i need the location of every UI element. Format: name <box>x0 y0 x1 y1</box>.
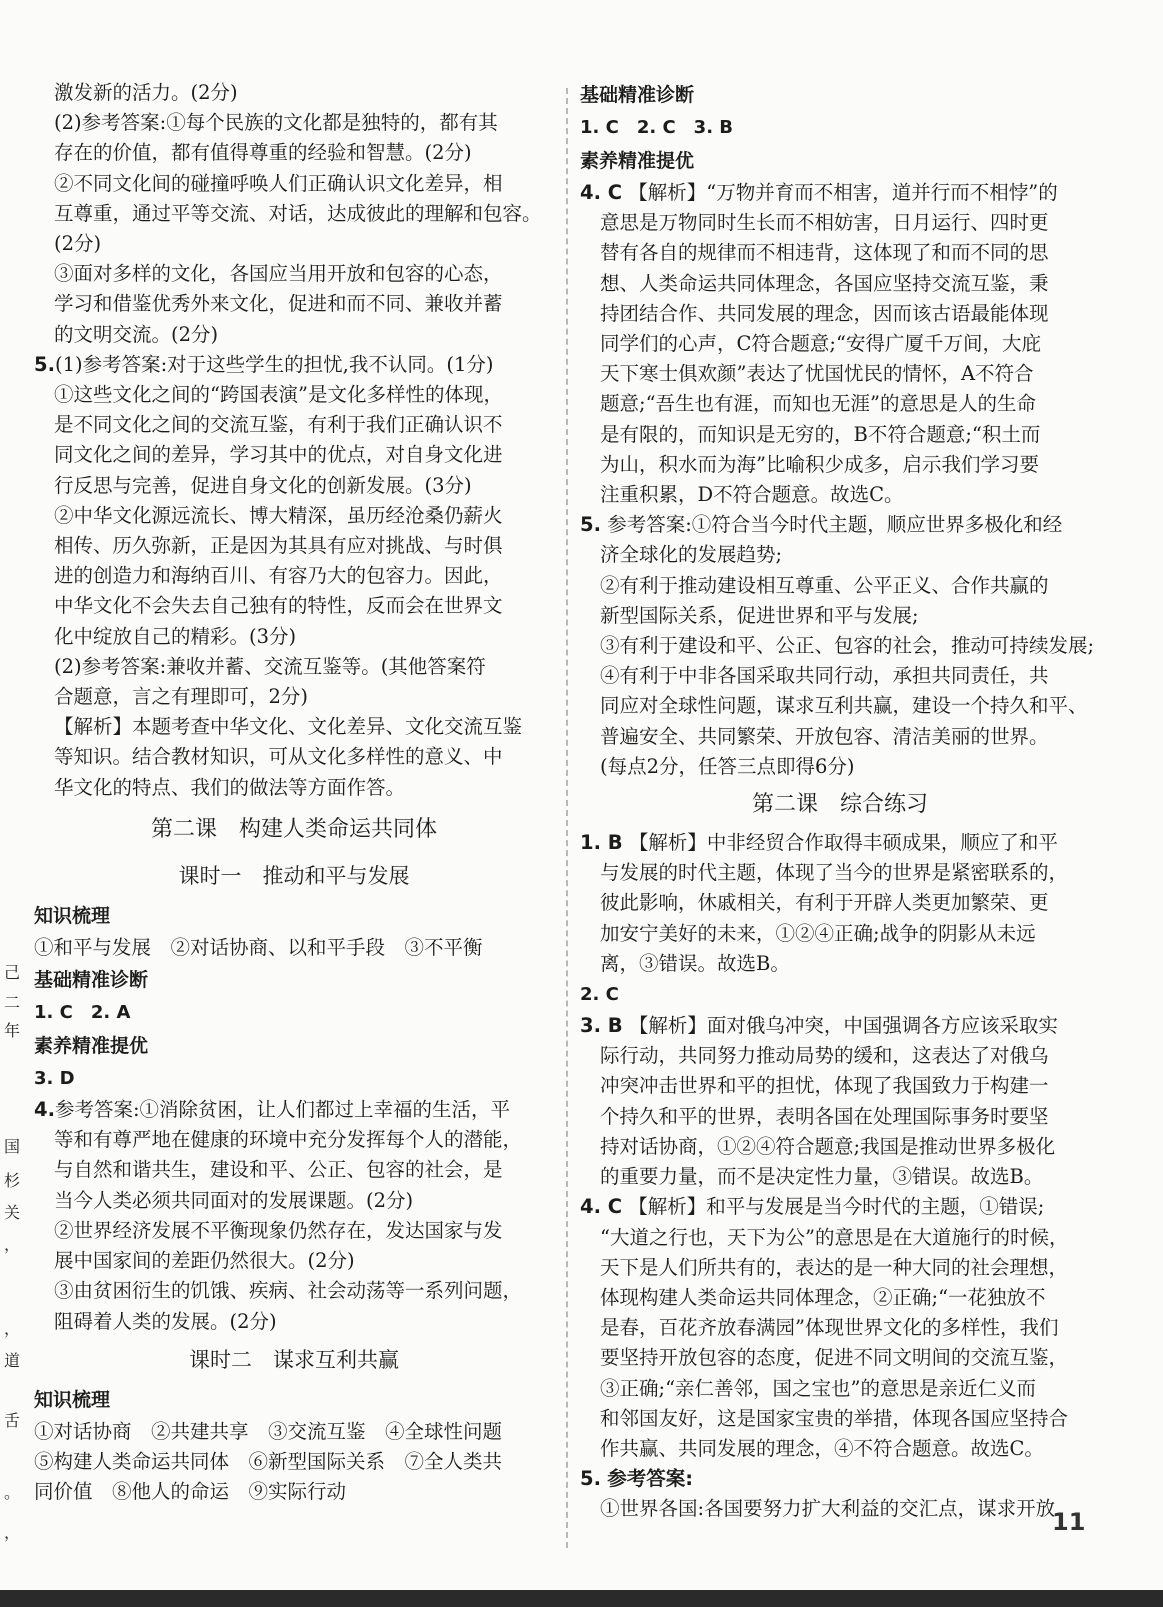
edge-char: 关 <box>4 1203 21 1222</box>
question-4 <box>34 1095 554 1125</box>
text-line: 【解析】面对俄乌冲突，中国强调各方应该采取实 <box>628 1014 1058 1038</box>
text-line: 注重积累，D不符合题意。故选C。 <box>600 483 904 507</box>
left-column <box>34 78 554 1507</box>
text-line: 同文化之间的差异，学习其中的优点，对自身文化进 <box>54 443 503 467</box>
text-line: “大道之行也，天下为公”的意思是在大道施行的时候， <box>600 1225 1069 1249</box>
edge-char: 二 <box>4 993 21 1012</box>
edge-char: ， <box>4 1523 21 1542</box>
text-line: 是有限的，而知识是无穷的，B不符合题意;“积土而 <box>600 422 1041 446</box>
text-line: 是春，百花齐放春满园”体现世界文化的多样性，我们 <box>600 1316 1059 1340</box>
text-line: ④有利于中非各国采取共同行动，承担共同责任，共 <box>600 664 1049 688</box>
text-line: ①和平与发展 ②对话协商、以和平手段 ③不平衡 <box>34 935 483 959</box>
text-line: 等和有尊严地在健康的环境中充分发挥每个人的潜能， <box>54 1128 523 1152</box>
section-heading: 知识梳理 <box>34 1388 111 1411</box>
edge-char: ， <box>4 1235 21 1254</box>
text-line: ②世界经济发展不平衡现象仍然存在，发达国家与发 <box>54 1218 503 1242</box>
question-number: 3. B <box>580 1014 623 1038</box>
bottom-edge <box>0 1590 1163 1607</box>
question-number: 4. <box>34 1098 55 1122</box>
edge-char: 。 <box>4 1483 21 1502</box>
section-heading: 基础精准诊断 <box>34 969 149 992</box>
text-line: 替有各自的规律而不相违背，这体现了和而不同的思 <box>600 241 1049 265</box>
section-heading: 基础精准诊断 <box>580 84 695 106</box>
text-line: ②有利于推动建设相互尊重、公平正义、合作共赢的 <box>600 573 1049 597</box>
question-number: 5. <box>580 1467 601 1491</box>
question-number: 1. B <box>580 831 623 855</box>
answer-list: 3. D <box>34 1068 75 1090</box>
text-line: 展中国家间的差距仍然很大。(2分) <box>54 1249 355 1273</box>
text-line: 同学们的心声，C符合题意;“安得广厦千万间，大庇 <box>600 332 1041 356</box>
text-line: 等知识。结合教材知识，可从文化多样性的意义、中 <box>54 745 503 769</box>
text-line: ①世界各国:各国要努力扩大利益的交汇点，谋求开放 <box>600 1497 1056 1521</box>
question-number: 5. <box>580 513 601 537</box>
text-line: 互尊重，通过平等交流、对话，达成彼此的理解和包容。 <box>54 201 542 225</box>
text-line: 合题意，言之有理即可，2分) <box>54 685 309 709</box>
section-title: 第二课 综合练习 <box>751 792 928 818</box>
question-4 <box>580 178 1100 208</box>
text-line: 天下寒士俱欢颜”表达了忧国忧民的情怀，A不符合 <box>600 362 1034 386</box>
text-line: ②不同文化间的碰撞呼唤人们正确认识文化差异，相 <box>54 171 503 195</box>
edge-char: 年 <box>4 1021 21 1040</box>
question-number: 5. <box>34 352 55 376</box>
text-line: 的重要力量，而不是决定性力量，③错误。故选B。 <box>600 1165 1044 1189</box>
period-title: 课时二 谋求互利共赢 <box>189 1347 399 1372</box>
question-number: 4. C <box>580 1195 623 1219</box>
exercise-1 <box>580 828 1100 858</box>
text-line: 体现构建人类命运共同体理念，②正确;“一花独放不 <box>600 1285 1046 1309</box>
text-line: 与发展的时代主题，体现了当今的世界是紧密联系的， <box>600 861 1069 885</box>
text-line: 个持久和平的世界，表明各国在处理国际事务时要坚 <box>600 1104 1049 1128</box>
text-line: 想、人类命运共同体理念，各国应坚持交流互鉴，秉 <box>600 271 1049 295</box>
lesson-title: 第二课 构建人类命运共同体 <box>150 816 437 842</box>
text-line: 作共赢、共同发展的理念，④不符合题意。故选C。 <box>600 1436 1044 1460</box>
edge-char: 舌 <box>4 1411 21 1430</box>
text-line: 激发新的活力。(2分) <box>54 81 238 104</box>
text-line: 存在的价值，都有值得尊重的经验和智慧。(2分) <box>54 141 472 165</box>
text-line: 是不同文化之间的交流互鉴，有利于我们正确认识不 <box>54 413 503 437</box>
text-line: (2分) <box>54 232 102 256</box>
column-divider <box>566 88 568 1548</box>
text-line: 进的创造力和海纳百川、有容乃大的包容力。因此， <box>54 564 503 588</box>
text-line: 【解析】中非经贸合作取得丰硕成果，顺应了和平 <box>628 831 1058 855</box>
text-line: 同价值 ⑧他人的命运 ⑨实际行动 <box>34 1480 347 1504</box>
text-line: 学习和借鉴优秀外来文化，促进和而不同、兼收并蓄 <box>54 292 503 316</box>
right-column <box>580 78 1100 1525</box>
answer-list: 1. C 2. C 3. B <box>580 117 734 138</box>
text-line: ③由贫困衍生的饥饿、疾病、社会动荡等一系列问题， <box>54 1279 523 1303</box>
question-number: 4. C <box>580 181 623 204</box>
text-line: 离，③错误。故选B。 <box>600 951 790 975</box>
text-line: 相传、历久弥新，正是因为其具有应对挑战、与时俱 <box>54 534 503 558</box>
period-title: 课时一 推动和平与发展 <box>178 863 410 888</box>
text-line: 加安宁美好的未来，①②④正确;战争的阴影从未远 <box>600 921 1036 945</box>
text-line: 的文明交流。(2分) <box>54 322 219 346</box>
adjacent-page-edge <box>0 960 26 1580</box>
text-line: 阻碍着人类的发展。(2分) <box>54 1309 277 1333</box>
text-line: 化中绽放自己的精彩。(3分) <box>54 624 297 648</box>
text-line: ③有利于建设和平、公正、包容的社会，推动可持续发展; <box>600 634 1095 658</box>
text-line: ⑤构建人类命运共同体 ⑥新型国际关系 ⑦全人类共 <box>34 1449 503 1473</box>
text-line: 彼此影响，休戚相关，有利于开辟人类更加繁荣、更 <box>600 891 1049 915</box>
exercise-2: 2. C <box>580 984 619 1006</box>
text-line: 【解析】“万物并育而不相害，道并行而不相悖”的 <box>628 181 1058 204</box>
text-line: 意思是万物同时生长而不相妨害，日月运行、四时更 <box>600 211 1049 235</box>
text-line: 冲突冲击世界和平的担忧，体现了我国致力于构建一 <box>600 1074 1049 1098</box>
exercise-5 <box>580 1464 1100 1494</box>
text-line: 持对话协商，①②④符合题意;我国是推动世界多极化 <box>600 1134 1056 1158</box>
text-line: (2)参考答案:兼收并蓄、交流互鉴等。(其他答案符 <box>54 654 486 678</box>
text-line: 为山，积水而为海”比喻积少成多，启示我们学习要 <box>600 452 1039 476</box>
text-line: ①这些文化之间的“跨国表演”是文化多样性的体现， <box>54 383 503 407</box>
section-heading: 知识梳理 <box>34 904 111 927</box>
text-line: 题意;“吾生也有涯，而知也无涯”的意思是人的生命 <box>600 392 1037 416</box>
page-number: 11 <box>1052 1508 1086 1536</box>
edge-char: 杉 <box>4 1171 21 1190</box>
edge-char: 道 <box>4 1351 21 1370</box>
text-line: 和邻国友好，这是国家宝贵的举措，体现各国应坚持合 <box>600 1406 1069 1430</box>
text-line: ③正确;“亲仁善邻，国之宝也”的意思是亲近仁义而 <box>600 1376 1037 1400</box>
text-line: 际行动，共同努力推动局势的缓和，这表达了对俄乌 <box>600 1044 1049 1068</box>
exercise-4 <box>580 1192 1100 1222</box>
edge-char: ， <box>4 1319 21 1338</box>
text-line: 同应对全球性问题，谋求互利共赢，建设一个持久和平、 <box>600 694 1088 718</box>
text-line: (1)参考答案:对于这些学生的担忧,我不认同。(1分) <box>54 352 494 376</box>
question-5 <box>34 350 554 380</box>
answer-list: 1. C 2. A <box>34 1002 131 1024</box>
text-line: 普遍安全、共同繁荣、开放包容、清洁美丽的世界。 <box>600 724 1049 748</box>
edge-char: 己 <box>4 963 21 982</box>
text-line: 当今人类必须共同面对的发展课题。(2分) <box>54 1188 414 1212</box>
text-line: (每点2分，任答三点即得6分) <box>600 754 855 778</box>
text-line: ②中华文化源远流长、博大精深，虽历经沧桑仍薪火 <box>54 503 503 527</box>
section-heading: 素养精准提优 <box>580 150 695 172</box>
text-line: 参考答案:①消除贫困，让人们都过上幸福的生活，平 <box>54 1098 511 1122</box>
text-line: 济全球化的发展趋势; <box>600 543 783 567</box>
text-line: 天下是人们所共有的，表达的是一种大同的社会理想， <box>600 1255 1069 1279</box>
text-line: 【解析】和平与发展是当今时代的主题，①错误; <box>628 1195 1045 1219</box>
text-line: ③面对多样的文化，各国应当用开放和包容的心态， <box>54 262 503 286</box>
text-line: 与自然和谐共生，建设和平、公正、包容的社会，是 <box>54 1158 503 1182</box>
exercise-3 <box>580 1011 1100 1041</box>
section-heading: 素养精准提优 <box>34 1035 149 1058</box>
text-line: 中华文化不会失去自己独有的特性，反而会在世界文 <box>54 594 503 618</box>
text-line: 新型国际关系，促进世界和平与发展; <box>600 603 919 627</box>
text-line: 要坚持开放包容的态度，促进不同文明间的交流互鉴， <box>600 1346 1069 1370</box>
text-line: 持团结合作、共同发展的理念，因而该古语最能体现 <box>600 301 1049 325</box>
text-line: ①对话协商 ②共建共享 ③交流互鉴 ④全球性问题 <box>34 1419 503 1443</box>
text-line: 参考答案:①符合当今时代主题，顺应世界多极化和经 <box>607 513 1063 537</box>
text-line: (2)参考答案:①每个民族的文化都是独特的，都有其 <box>54 111 498 135</box>
text-line: 参考答案: <box>607 1467 693 1491</box>
text-line: 华文化的特点、我们的做法等方面作答。 <box>54 775 406 799</box>
edge-char: 国 <box>4 1137 21 1156</box>
text-line: 【解析】本题考查中华文化、文化差异、文化交流互鉴 <box>54 715 523 739</box>
text-line: 行反思与完善，促进自身文化的创新发展。(3分) <box>54 473 472 497</box>
question-5 <box>580 510 1100 540</box>
